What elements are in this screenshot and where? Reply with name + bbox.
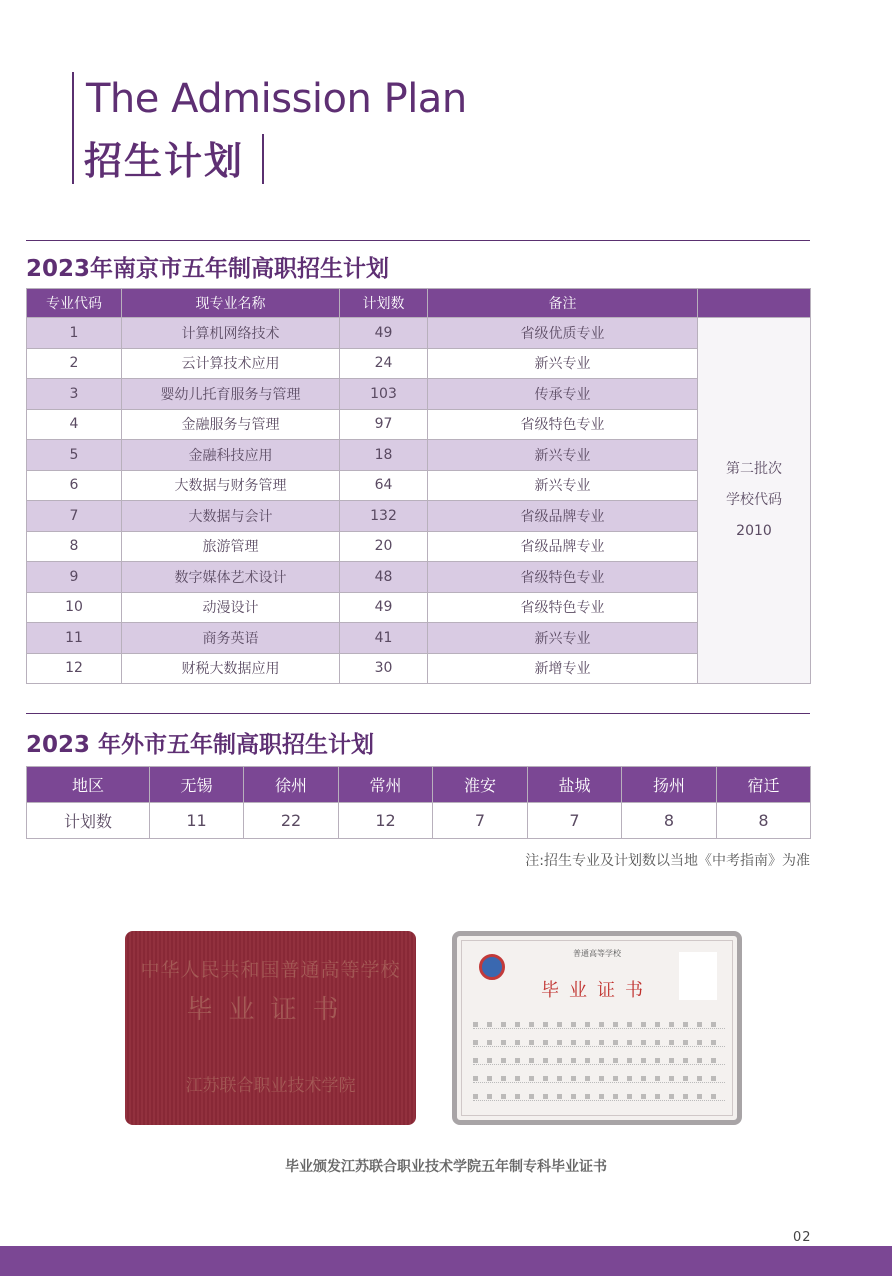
side-note-line3: 2010 — [736, 523, 772, 539]
title-left-bar — [72, 72, 74, 184]
cell-code: 7 — [27, 501, 122, 532]
cell-count: 49 — [340, 592, 428, 623]
cell-name: 动漫设计 — [122, 592, 340, 623]
cell-count: 18 — [340, 440, 428, 471]
certificate-page-title: 毕业证书 — [541, 980, 653, 1001]
cell-note: 省级品牌专业 — [428, 501, 698, 532]
table-row — [27, 409, 811, 440]
column-header-city: 徐州 — [244, 767, 339, 803]
cell-note: 省级特色专业 — [428, 592, 698, 623]
title-right-bar — [262, 134, 264, 184]
cell-code: 12 — [27, 653, 122, 684]
table-row — [27, 531, 811, 562]
cell-city-count: 7 — [433, 803, 528, 839]
cell-note: 传承专业 — [428, 379, 698, 410]
table-row — [27, 379, 811, 410]
cell-count: 49 — [340, 318, 428, 349]
column-header-code: 专业代码 — [27, 289, 122, 318]
cell-note: 新兴专业 — [428, 440, 698, 471]
certificate-cover-image — [125, 931, 416, 1125]
cell-count: 30 — [340, 653, 428, 684]
cell-code: 9 — [27, 562, 122, 593]
cell-note: 省级品牌专业 — [428, 531, 698, 562]
column-header-city: 扬州 — [622, 767, 717, 803]
certificate-cover-line2: 毕业证书 — [186, 995, 355, 1025]
column-header-city: 宿迁 — [717, 767, 811, 803]
cell-note: 省级特色专业 — [428, 562, 698, 593]
cell-name: 旅游管理 — [122, 531, 340, 562]
photo-placeholder — [679, 952, 717, 1000]
column-header-city: 常州 — [339, 767, 433, 803]
cell-count: 20 — [340, 531, 428, 562]
section2-title: 2023 年外市五年制高职招生计划 — [26, 732, 375, 758]
column-header-note: 备注 — [428, 289, 698, 318]
certificate-text-line — [473, 1100, 725, 1101]
cell-city-count: 22 — [244, 803, 339, 839]
table-row — [27, 623, 811, 654]
column-header-city: 盐城 — [528, 767, 622, 803]
column-header-region: 地区 — [27, 767, 150, 803]
column-header-city: 淮安 — [433, 767, 528, 803]
cell-code: 4 — [27, 409, 122, 440]
cell-code: 5 — [27, 440, 122, 471]
section1-title: 2023年南京市五年制高职招生计划 — [26, 256, 390, 282]
table-header-row — [27, 289, 811, 318]
column-header-city: 无锡 — [150, 767, 244, 803]
table-row — [27, 470, 811, 501]
section1-rule — [26, 240, 810, 241]
table-row — [27, 440, 811, 471]
table-row — [27, 803, 811, 839]
cell-note: 新兴专业 — [428, 623, 698, 654]
table-header-row — [27, 767, 811, 803]
cell-code: 8 — [27, 531, 122, 562]
certificate-cover-line3: 江苏联合职业技术学院 — [185, 1076, 356, 1096]
cell-count: 132 — [340, 501, 428, 532]
side-note-line1: 第二批次 — [726, 461, 782, 477]
certificate-caption: 毕业颁发江苏联合职业技术学院五年制专科毕业证书 — [285, 1159, 607, 1175]
page-title-en: The Admission Plan — [86, 76, 467, 122]
cell-name: 计算机网络技术 — [122, 318, 340, 349]
row-label-count: 计划数 — [27, 803, 150, 839]
certificate-text-line — [473, 1064, 725, 1065]
other-cities-plan-table — [26, 766, 811, 839]
table-row — [27, 653, 811, 684]
cell-note: 省级特色专业 — [428, 409, 698, 440]
cell-city-count: 8 — [622, 803, 717, 839]
table-row — [27, 592, 811, 623]
cell-note: 新增专业 — [428, 653, 698, 684]
cell-code: 3 — [27, 379, 122, 410]
cell-count: 41 — [340, 623, 428, 654]
cell-name: 云计算技术应用 — [122, 348, 340, 379]
cell-name: 金融科技应用 — [122, 440, 340, 471]
cell-code: 1 — [27, 318, 122, 349]
page-number: 02 — [793, 1230, 812, 1245]
batch-school-code-cell — [698, 318, 811, 684]
table-row — [27, 348, 811, 379]
cell-count: 103 — [340, 379, 428, 410]
cell-code: 11 — [27, 623, 122, 654]
nanjing-plan-table — [26, 288, 811, 684]
cell-city-count: 11 — [150, 803, 244, 839]
table-row — [27, 318, 811, 349]
column-header-name: 现专业名称 — [122, 289, 340, 318]
certificate-page-header: 普通高等学校 — [573, 949, 621, 958]
certificate-page-image — [452, 931, 742, 1125]
cell-name: 大数据与财务管理 — [122, 470, 340, 501]
cell-note: 新兴专业 — [428, 348, 698, 379]
cell-name: 商务英语 — [122, 623, 340, 654]
side-note-line2: 学校代码 — [726, 492, 782, 508]
column-header-side — [698, 289, 811, 318]
cell-note: 省级优质专业 — [428, 318, 698, 349]
cell-name: 大数据与会计 — [122, 501, 340, 532]
page-title-cn: 招生计划 — [84, 139, 245, 183]
certificate-text-line — [473, 1046, 725, 1047]
cell-city-count: 8 — [717, 803, 811, 839]
column-header-count: 计划数 — [340, 289, 428, 318]
cell-note: 新兴专业 — [428, 470, 698, 501]
cell-name: 婴幼儿托育服务与管理 — [122, 379, 340, 410]
cell-count: 64 — [340, 470, 428, 501]
table-row — [27, 501, 811, 532]
footer-band — [0, 1246, 892, 1276]
cell-count: 24 — [340, 348, 428, 379]
table-row — [27, 562, 811, 593]
cell-name: 数字媒体艺术设计 — [122, 562, 340, 593]
cell-count: 97 — [340, 409, 428, 440]
certificate-cover-line1: 中华人民共和国普通高等学校 — [140, 959, 401, 981]
footnote: 注:招生专业及计划数以当地《中考指南》为准 — [525, 853, 810, 869]
cell-code: 10 — [27, 592, 122, 623]
cell-name: 金融服务与管理 — [122, 409, 340, 440]
section2-rule — [26, 713, 810, 714]
cell-name: 财税大数据应用 — [122, 653, 340, 684]
cell-code: 6 — [27, 470, 122, 501]
cell-city-count: 7 — [528, 803, 622, 839]
cell-city-count: 12 — [339, 803, 433, 839]
certificate-text-line — [473, 1082, 725, 1083]
certificate-text-line — [473, 1028, 725, 1029]
cell-count: 48 — [340, 562, 428, 593]
cell-code: 2 — [27, 348, 122, 379]
